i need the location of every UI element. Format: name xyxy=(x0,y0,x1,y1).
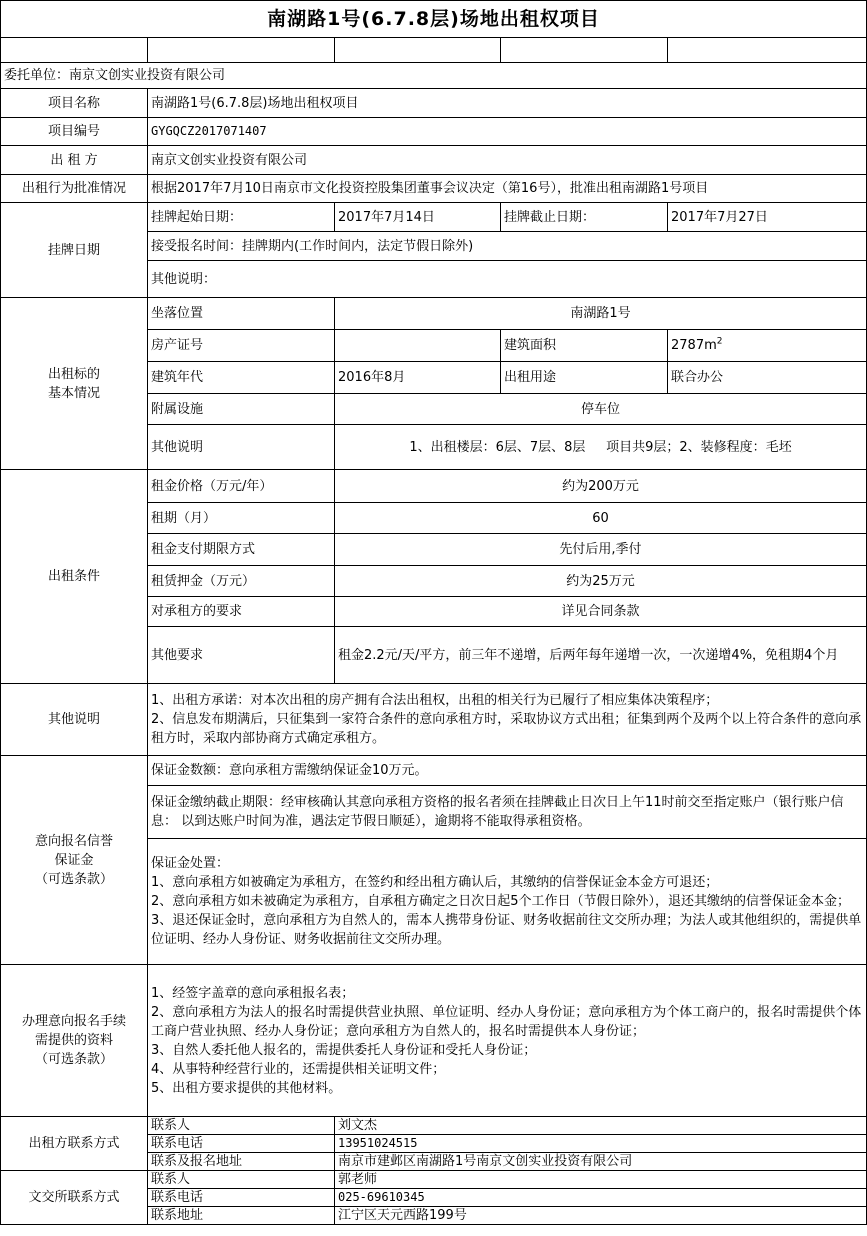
contact-field-value: 刘文杰 xyxy=(335,1117,867,1135)
empty-cell xyxy=(1,38,148,63)
contact-field-label: 联系及报名地址 xyxy=(148,1153,335,1171)
deposit-handling-title: 保证金处置： xyxy=(151,856,230,871)
contact-field-value: 郭老师 xyxy=(335,1171,867,1189)
condition-value: 约为25万元 xyxy=(335,566,867,597)
use-value: 联合办公 xyxy=(668,362,867,394)
listing-other: 其他说明： xyxy=(148,261,867,298)
contact-field-label: 联系电话 xyxy=(148,1135,335,1153)
materials-item: 3、自然人委托他人报名的，需提供委托人身份证和受托人身份证； xyxy=(151,1042,537,1058)
location-label: 坐落位置 xyxy=(148,298,335,330)
facility-value: 停车位 xyxy=(335,394,867,425)
deposit-label-line: 保证金 xyxy=(54,852,94,868)
contact-field-label: 联系人 xyxy=(148,1117,335,1135)
basic-other-value: 1、出租楼层：6层、7层、8层 项目共9层；2、装修程度：毛坯 xyxy=(335,425,867,470)
listing-label: 挂牌日期 xyxy=(1,203,148,298)
project-code-label: 项目编号 xyxy=(1,118,148,146)
contact-field-value: 南京市建邺区南湖路1号南京文创实业投资有限公司 xyxy=(335,1153,867,1171)
listing-start-value: 2017年7月14日 xyxy=(335,203,501,232)
deposit-label-line: 意向报名信誉 xyxy=(34,833,113,849)
materials-label-line: 需提供的资料 xyxy=(34,1033,113,1048)
materials-item: 5、出租方要求提供的其他材料。 xyxy=(151,1080,342,1096)
listing-end-label: 挂牌截止日期： xyxy=(501,203,668,232)
location-value: 南湖路1号 xyxy=(335,298,867,330)
cert-value xyxy=(335,330,501,362)
materials-label xyxy=(1,965,148,1117)
listing-end-value: 2017年7月27日 xyxy=(668,203,867,232)
deposit-handling-item: 1、意向承租方如被确定为承租方，在签约和经出租方确认后，其缴纳的信誉保证金本金方可退还； xyxy=(151,875,719,890)
condition-value: 约为200万元 xyxy=(335,470,867,503)
materials-item: 4、从事特种经营行业的，还需提供相关证明文件； xyxy=(151,1061,446,1077)
condition-label: 租金价格（万元/年） xyxy=(148,470,335,503)
empty-cell xyxy=(501,38,668,63)
area-value xyxy=(668,330,867,362)
condition-value: 60 xyxy=(335,503,867,534)
entrusting-unit: 委托单位：南京文创实业投资有限公司 xyxy=(1,63,867,89)
empty-cell xyxy=(148,38,335,63)
exchange-contact-label: 文交所联系方式 xyxy=(1,1171,148,1225)
cert-label: 房产证号 xyxy=(148,330,335,362)
materials-label-line: 办理意向报名手续 xyxy=(21,1014,126,1029)
area-label: 建筑面积 xyxy=(501,330,668,362)
other-notes-content xyxy=(148,684,867,756)
condition-value: 先付后用,季付 xyxy=(335,534,867,566)
condition-label: 租赁押金（万元） xyxy=(148,566,335,597)
materials-item: 2、意向承租方为法人的报名时需提供营业执照、单位证明、经办人身份证；意向承租方为个体工商户的，报名时需提供个体工商户营业执照、经办人身份证；意向承租方为自然人的，报名时需提供本人身份证； xyxy=(151,1004,862,1039)
deposit-handling-item: 2、意向承租方如未被确定为承租方，自承租方确定之日次日起5个工作日（节假日除外），退还其缴纳的信誉保证金本金； xyxy=(151,894,851,909)
area-unit-superscript: 2 xyxy=(716,336,723,347)
page-title: 南湖路1号(6.7.8层)场地出租权项目 xyxy=(1,1,867,38)
signup-time: 接受报名时间：挂牌期内(工作时间内，法定节假日除外) xyxy=(148,232,867,261)
deposit-deadline: 保证金缴纳截止期限：经审核确认其意向承租方资格的报名者须在挂牌截止日次日上午11时前交至指定账户（银行账户信息： 以到达账户时间为准，遇法定节假日顺延），逾期将不能取得承租资格。 xyxy=(148,786,867,839)
other-notes-line: 2、信息发布期满后，只征集到一家符合条件的意向承租方时，采取协议方式出租；征集到两个及两个以上符合条件的意向承租方时，采取内部协商方式确定承租方。 xyxy=(151,712,862,746)
contact-field-label: 联系电话 xyxy=(148,1189,335,1207)
facility-label: 附属设施 xyxy=(148,394,335,425)
contact-field-label: 联系地址 xyxy=(148,1207,335,1225)
deposit-label-line: （可选条款） xyxy=(34,871,113,887)
contact-field-value: 江宁区天元西路199号 xyxy=(335,1207,867,1225)
project-name-label: 项目名称 xyxy=(1,89,148,118)
condition-value: 详见合同条款 xyxy=(335,597,867,627)
contact-field-label: 联系人 xyxy=(148,1171,335,1189)
deposit-amount: 保证金数额：意向承租方需缴纳保证金10万元。 xyxy=(148,756,867,786)
project-name-value: 南湖路1号(6.7.8层)场地出租权项目 xyxy=(148,89,867,118)
other-notes-line: 1、出租方承诺：对本次出租的房产拥有合法出租权，出租的相关行为已履行了相应集体决策程序； xyxy=(151,693,719,708)
empty-cell xyxy=(668,38,867,63)
materials-item: 1、经签字盖章的意向承租报名表； xyxy=(151,985,355,1001)
other-requirements-label: 其他要求 xyxy=(148,627,335,684)
approval-label: 出租行为批准情况 xyxy=(1,175,148,203)
deposit-label xyxy=(1,756,148,965)
other-requirements-value: 租金2.2元/天/平方，前三年不递增，后两年每年递增一次，一次递增4%，免租期4个月 xyxy=(335,627,867,684)
basic-label: 出租标的 基本情况 xyxy=(1,298,148,470)
deposit-handling xyxy=(148,839,867,965)
condition-label: 租期（月） xyxy=(148,503,335,534)
year-label: 建筑年代 xyxy=(148,362,335,394)
project-code-value: GYGQCZ2017071407 xyxy=(148,118,867,146)
listing-start-label: 挂牌起始日期： xyxy=(148,203,335,232)
condition-label: 对承租方的要求 xyxy=(148,597,335,627)
basic-other-label: 其他说明 xyxy=(148,425,335,470)
year-value: 2016年8月 xyxy=(335,362,501,394)
contact-field-value: 025-69610345 xyxy=(335,1189,867,1207)
deposit-handling-item: 3、退还保证金时，意向承租方为自然人的，需本人携带身份证、财务收据前往文交所办理；为法人或其他组织的，需提供单位证明、经办人身份证、财务收据前往文交所办理。 xyxy=(151,913,862,947)
lessor-contact-label: 出租方联系方式 xyxy=(1,1117,148,1171)
materials-list xyxy=(148,965,867,1117)
lessor-value: 南京文创实业投资有限公司 xyxy=(148,146,867,175)
area-number: 2787m xyxy=(671,338,717,353)
other-notes-label: 其他说明 xyxy=(1,684,148,756)
materials-label-line: （可选条款） xyxy=(34,1052,113,1067)
conditions-label: 出租条件 xyxy=(1,470,148,684)
empty-cell xyxy=(335,38,501,63)
approval-value: 根据2017年7月10日南京市文化投资控股集团董事会议决定（第16号），批准出租南湖路1号项目 xyxy=(148,175,867,203)
condition-label: 租金支付期限方式 xyxy=(148,534,335,566)
lessor-label: 出 租 方 xyxy=(1,146,148,175)
use-label: 出租用途 xyxy=(501,362,668,394)
contact-field-value: 13951024515 xyxy=(335,1135,867,1153)
